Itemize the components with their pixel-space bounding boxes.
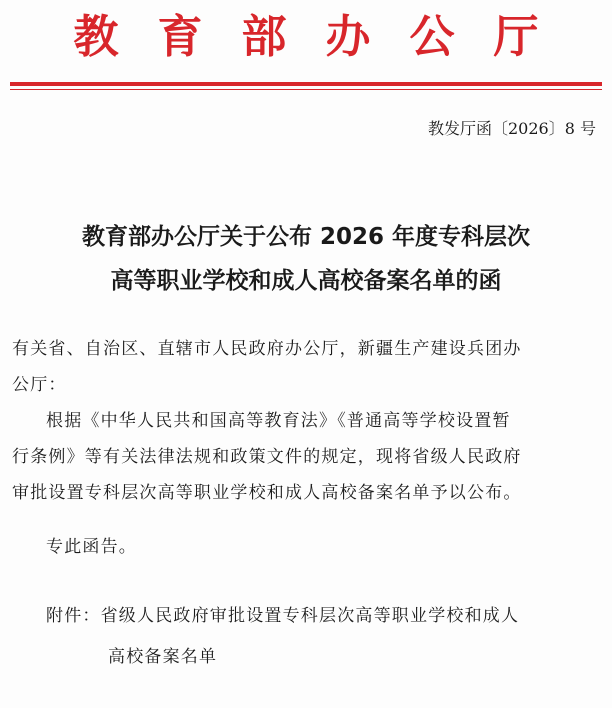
paragraph-line-2: 行条例》等有关法律法规和政策文件的规定，现将省级人民政府 bbox=[12, 447, 522, 467]
addressee-line-2: 公厅： bbox=[12, 375, 67, 395]
document-title-line-2: 高等职业学校和成人高校备案名单的函 bbox=[110, 268, 502, 294]
paragraph-line-1: 根据《中华人民共和国高等教育法》《普通高等学校设置暂 bbox=[46, 411, 511, 431]
masthead-title: 教育部办公厅 bbox=[73, 10, 578, 63]
closing-line: 专此函告。 bbox=[46, 537, 137, 557]
attachment-line-1: 附件：省级人民政府审批设置专科层次高等职业学校和成人 bbox=[46, 606, 520, 626]
document-number: 教发厅函〔2026〕8 号 bbox=[428, 119, 596, 138]
masthead-rule-thin bbox=[10, 89, 602, 90]
addressee-line-1: 有关省、自治区、直辖市人民政府办公厅，新疆生产建设兵团办 bbox=[12, 339, 522, 359]
attachment-line-2: 高校备案名单 bbox=[108, 647, 218, 667]
paragraph-line-3: 审批设置专科层次高等职业学校和成人高校备案名单予以公布。 bbox=[12, 483, 522, 503]
masthead-rule-thick bbox=[10, 82, 602, 86]
document-title-line-1: 教育部办公厅关于公布 2026 年度专科层次 bbox=[81, 224, 531, 250]
